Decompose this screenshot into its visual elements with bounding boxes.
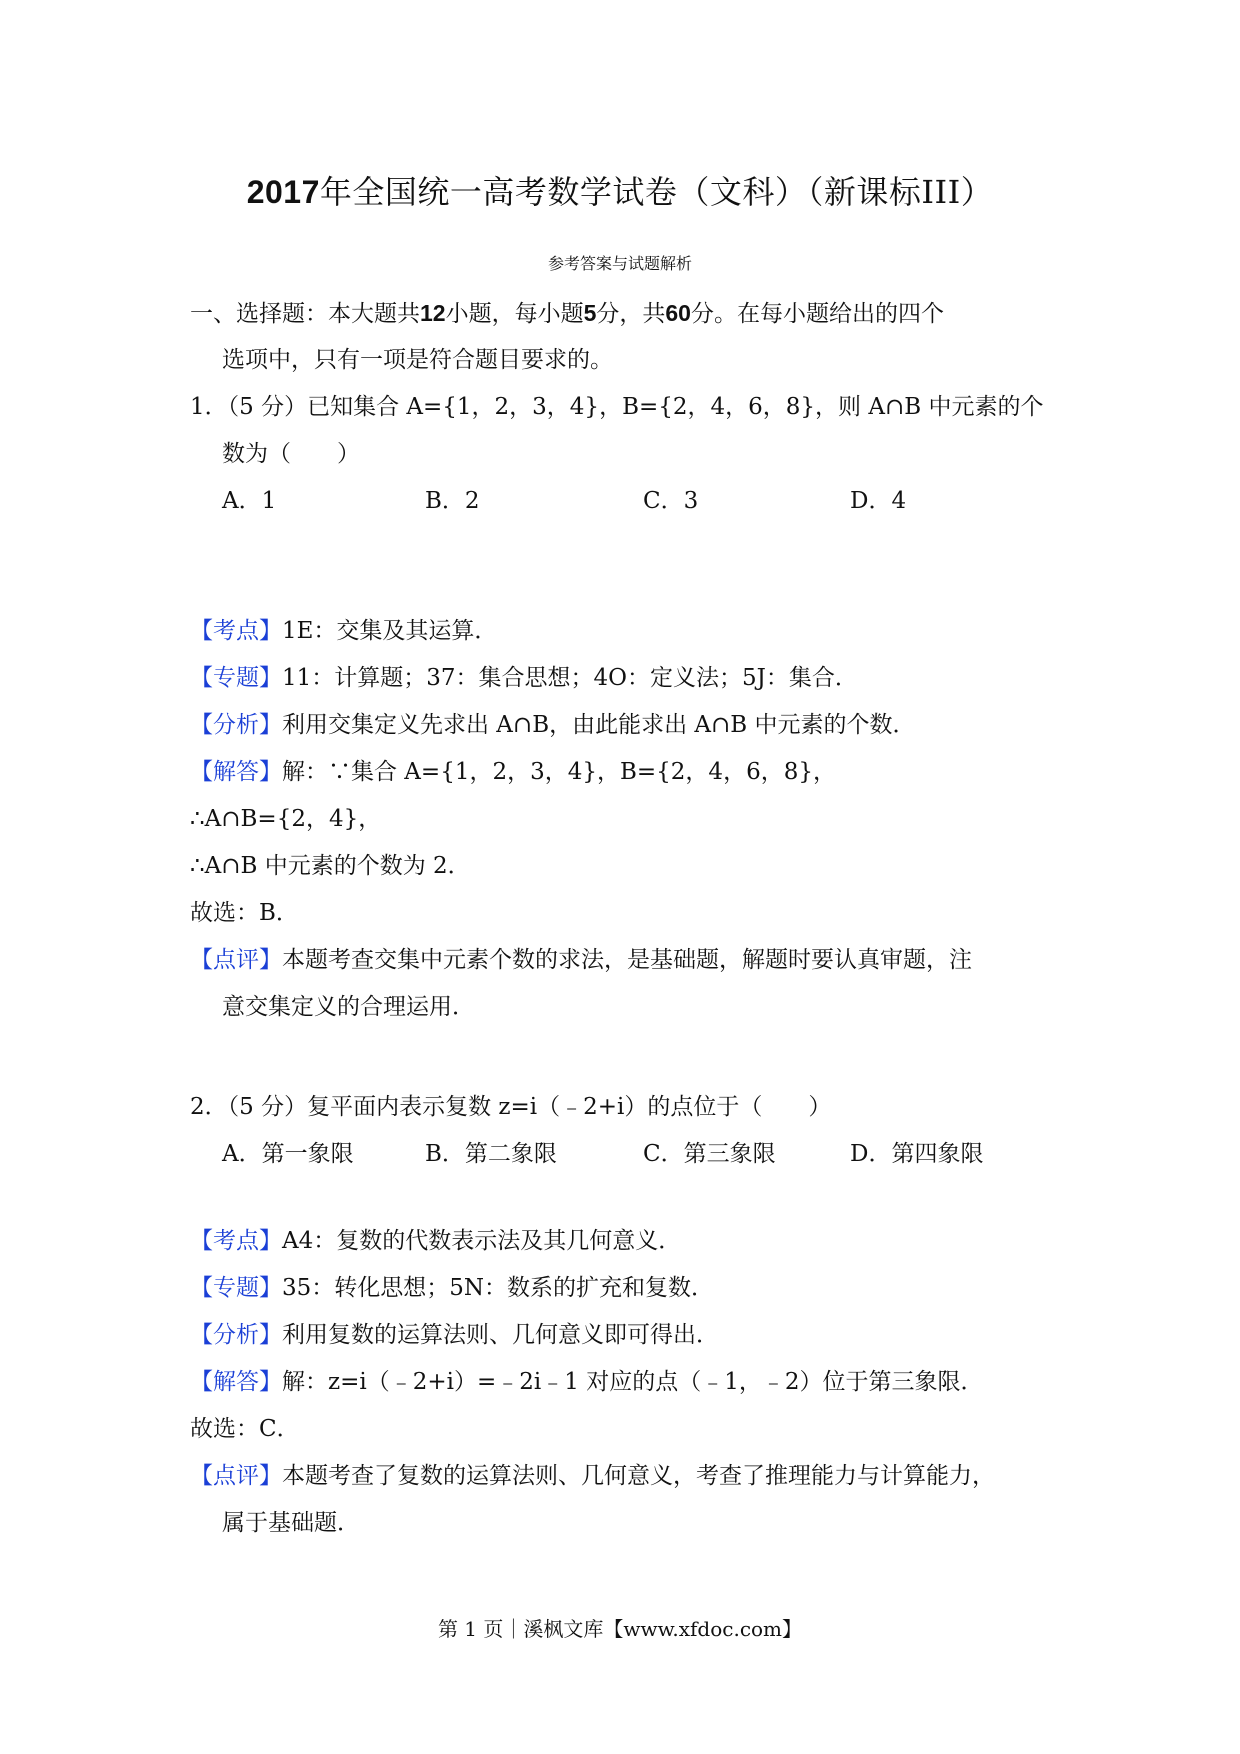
q2-fenxi-text: 利用复数的运算法则、几何意义即可得出． [282, 1322, 719, 1348]
section-text-d: 分。在每小题给出的四个 [690, 301, 944, 327]
q1-step-1: ∴A∩B={2，4}， [190, 806, 382, 832]
page-subtitle: 参考答案与试题解析 [547, 254, 692, 273]
q1-fenxi-tag: 【分析】 [190, 712, 282, 738]
q2-dianping-text: 本题考查了复数的运算法则、几何意义，考查了推理能力与计算能力， [282, 1463, 995, 1489]
q1-step-2: ∴A∩B 中元素的个数为 2． [190, 853, 471, 879]
q2-zhuanti-text: 35：转化思想；5N：数系的扩充和复数． [282, 1275, 715, 1301]
q2-fenxi [190, 1318, 719, 1352]
q1-jieda-tag: 【解答】 [190, 759, 282, 785]
q1-zhuanti-text: 11：计算题；37：集合思想；4O：定义法；5J：集合． [282, 665, 858, 691]
q2-kaodian-tag: 【考点】 [190, 1228, 282, 1254]
q2-dianping [190, 1459, 995, 1493]
q1-kaodian-text: 1E：交集及其运算． [282, 618, 498, 644]
title-year: 2017 [246, 174, 320, 210]
q2-jieda-text: 解：z=i（﹣2+i）=﹣2i﹣1 对应的点（﹣1，﹣2）位于第三象限． [282, 1369, 984, 1395]
q2-kaodian [190, 1224, 681, 1258]
q1-kaodian [190, 614, 497, 648]
q1-dianping-tag: 【点评】 [190, 947, 282, 973]
q1-fenxi [190, 708, 916, 742]
q2-stem: 2．（5 分）复平面内表示复数 z=i（﹣2+i）的点位于（ ） [190, 1094, 832, 1120]
q1-dianping-cont: 意交集定义的合理运用． [222, 994, 475, 1020]
q2-option-a: A．第一象限 [222, 1141, 354, 1167]
q2-choice: 故选：C． [190, 1416, 300, 1442]
q1-dianping [190, 943, 972, 977]
q1-option-d: D．4 [850, 488, 907, 514]
section-text-b: 小题，每小题 [445, 301, 584, 327]
q1-kaodian-tag: 【考点】 [190, 618, 282, 644]
section-points-each: 5 [583, 300, 597, 326]
q2-option-b: B．第二象限 [425, 1141, 557, 1167]
section-text-c: 分，共 [596, 301, 666, 327]
q1-option-b: B．2 [425, 488, 480, 514]
title-text: 年全国统一高考数学试卷（文科）（新课标III） [319, 173, 994, 211]
section-heading [190, 296, 944, 331]
section-points-total: 60 [665, 300, 691, 326]
q2-fenxi-tag: 【分析】 [190, 1322, 282, 1348]
q1-dianping-text: 本题考查交集中元素个数的求法，是基础题，解题时要认真审题，注 [282, 947, 972, 973]
q1-fenxi-text: 利用交集定义先求出 A∩B，由此能求出 A∩B 中元素的个数． [282, 712, 916, 738]
page-footer: 第 1 页｜溪枫文库【www.xfdoc.com】 [437, 1617, 803, 1641]
section-count: 12 [420, 300, 446, 326]
q1-jieda [190, 755, 836, 789]
q2-option-d: D．第四象限 [850, 1141, 984, 1167]
q2-zhuanti [190, 1271, 714, 1305]
q1-zhuanti [190, 661, 858, 695]
q2-jieda-tag: 【解答】 [190, 1369, 282, 1395]
q2-dianping-tag: 【点评】 [190, 1463, 282, 1489]
q1-option-a: A．1 [222, 488, 277, 514]
q2-dianping-cont: 属于基础题． [222, 1510, 360, 1536]
q1-stem-cont: 数为（ ） [222, 441, 360, 467]
page-title [0, 168, 1240, 216]
q1-jieda-text: 解：∵集合 A={1，2，3，4}，B={2，4，6，8}， [282, 759, 836, 785]
q1-zhuanti-tag: 【专题】 [190, 665, 282, 691]
q2-kaodian-text: A4：复数的代数表示法及其几何意义． [282, 1228, 682, 1254]
section-text-a: 一、选择题：本大题共 [190, 301, 420, 327]
q2-option-c: C．第三象限 [643, 1141, 776, 1167]
q2-zhuanti-tag: 【专题】 [190, 1275, 282, 1301]
q1-choice: 故选：B． [190, 900, 299, 926]
q2-jieda [190, 1365, 983, 1399]
q1-stem: 1．（5 分）已知集合 A={1，2，3，4}，B={2，4，6，8}，则 A∩B 中元素的个 [190, 394, 1044, 420]
section-heading-line2: 选项中，只有一项是符合题目要求的。 [222, 347, 613, 373]
q1-option-c: C．3 [643, 488, 699, 514]
